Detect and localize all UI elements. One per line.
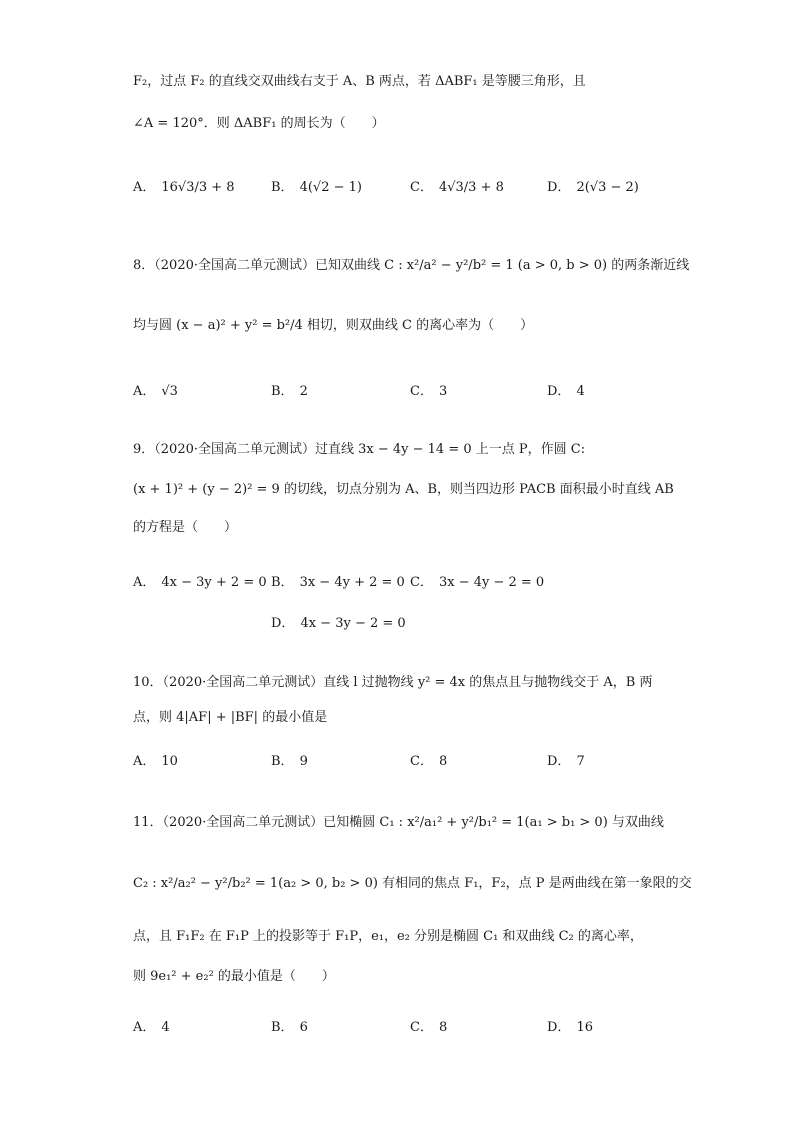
q9-options-row-2 bbox=[133, 604, 753, 644]
q8-option-d: D． 4 bbox=[547, 384, 585, 399]
q11-option-d: D． 16 bbox=[547, 1020, 593, 1035]
q8-options bbox=[133, 372, 753, 412]
q8-stem-line-2: 均与圆 (x − a)² + y² = b²/4 相切，则双曲线 C 的离心率为（ ） bbox=[133, 318, 534, 333]
q11-option-a: A． 4 bbox=[133, 1020, 170, 1035]
q10-option-b: B． 9 bbox=[271, 754, 308, 769]
q7-option-d: D． 2(√3 − 2) bbox=[547, 180, 639, 195]
q10-option-c: C． 8 bbox=[410, 754, 448, 769]
q11-option-b: B． 6 bbox=[271, 1020, 308, 1035]
q9-stem-line-1: 9．（2020·全国高二单元测试）过直线 3x − 4y − 14 = 0 上一点 P，作圆 C: bbox=[133, 442, 586, 457]
q11-options bbox=[133, 1008, 753, 1048]
q11-stem-line-3: 点，且 F₁F₂ 在 F₁P 上的投影等于 F₁P，e₁，e₂ 分别是椭圆 C₁ 和双曲线 C₂ 的离心率， bbox=[133, 929, 643, 944]
q8-stem-line-1: 8．（2020·全国高二单元测试）已知双曲线 C : x²/a² − y²/b² = 1 (a > 0, b > 0) 的两条渐近线 bbox=[133, 258, 690, 273]
q10-options bbox=[133, 742, 753, 782]
q11-stem-line-2: C₂ : x²/a₂² − y²/b₂² = 1(a₂ > 0, b₂ > 0) 有相同的焦点 F₁，F₂，点 P 是两曲线在第一象限的交 bbox=[133, 876, 692, 891]
q7-option-c: C． 4√3/3 + 8 bbox=[410, 180, 504, 195]
q8-option-b: B． 2 bbox=[271, 384, 308, 399]
q9-option-d: D． 4x − 3y − 2 = 0 bbox=[271, 616, 406, 631]
q7-stem-line-2: ∠A = 120°．则 ΔABF₁ 的周长为（ ） bbox=[133, 116, 385, 131]
q7-option-a: A． 16√3/3 + 8 bbox=[133, 180, 235, 195]
q9-stem-line-2: (x + 1)² + (y − 2)² = 9 的切线，切点分别为 A、B，则当四边形 PACB 面积最小时直线 AB bbox=[133, 482, 674, 497]
q11-stem-line-1: 11．（2020·全国高二单元测试）已知椭圆 C₁ : x²/a₁² + y²/b₁² = 1(a₁ > b₁ > 0) 与双曲线 bbox=[133, 815, 664, 830]
q10-stem-line-1: 10．（2020·全国高二单元测试）直线 l 过抛物线 y² = 4x 的焦点且与抛物线交于 A，B 两 bbox=[133, 675, 653, 690]
q9-stem-line-3: 的方程是（ ） bbox=[133, 520, 238, 535]
q10-option-d: D． 7 bbox=[547, 754, 585, 769]
q7-options bbox=[133, 168, 753, 208]
q11-option-c: C． 8 bbox=[410, 1020, 448, 1035]
q9-options-row-1 bbox=[133, 563, 753, 603]
q9-option-c: C． 3x − 4y − 2 = 0 bbox=[410, 575, 545, 590]
q7-option-b: B． 4(√2 − 1) bbox=[271, 180, 362, 195]
q7-stem-line-1: F₂，过点 F₂ 的直线交双曲线右支于 A、B 两点，若 ΔABF₁ 是等腰三角形，且 bbox=[133, 74, 586, 89]
q10-stem-line-2: 点，则 4|AF| + |BF| 的最小值是 bbox=[133, 710, 328, 725]
q8-option-a: A． √3 bbox=[133, 384, 178, 399]
q9-option-a: A． 4x − 3y + 2 = 0 bbox=[133, 575, 267, 590]
q10-option-a: A． 10 bbox=[133, 754, 178, 769]
q8-option-c: C． 3 bbox=[410, 384, 448, 399]
q11-stem-line-4: 则 9e₁² + e₂² 的最小值是（ ） bbox=[133, 969, 335, 984]
q9-option-b: B． 3x − 4y + 2 = 0 bbox=[271, 575, 405, 590]
